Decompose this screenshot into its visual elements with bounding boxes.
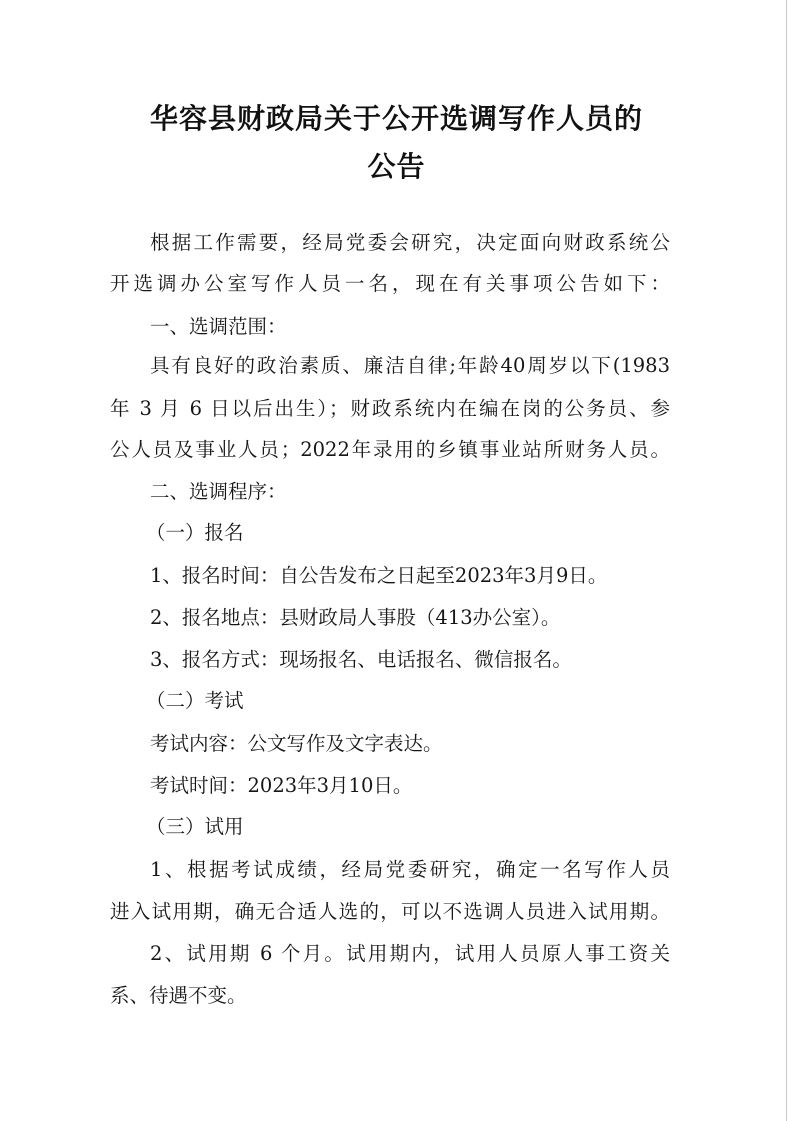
intro-paragraph-line-2: 开选调办公室写作人员一名，现在有关事项公告如下： — [110, 272, 670, 295]
subsection-3-heading: （三）试用 — [146, 815, 244, 838]
subsection-1-heading: （一）报名 — [146, 521, 244, 544]
exam-content: 考试内容：公文写作及文字表达。 — [150, 732, 443, 755]
scope-line-1: 具有良好的政治素质、廉洁自律;年龄40周岁以下(1983 — [150, 354, 670, 377]
trial-item-2-line-2: 系、待遇不变。 — [110, 984, 247, 1007]
trial-item-1-line-1: 1、根据考试成绩，经局党委研究，确定一名写作人员 — [150, 858, 670, 881]
scope-line-3: 公人员及事业人员；2022年录用的乡镇事业站所财务人员。 — [110, 438, 670, 461]
section-1-heading: 一、选调范围： — [150, 315, 287, 338]
exam-time: 考试时间：2023年3月10日。 — [150, 774, 413, 797]
subsection-2-heading: （二）考试 — [146, 689, 244, 712]
signup-time: 1、报名时间：自公告发布之日起至2023年3月9日。 — [150, 564, 608, 587]
section-2-heading: 二、选调程序： — [150, 480, 287, 503]
document-title-line-1: 华容县财政局关于公开选调写作人员的 — [149, 102, 643, 135]
signup-place: 2、报名地点：县财政局人事股（413办公室）。 — [150, 606, 561, 629]
intro-paragraph-line-1: 根据工作需要，经局党委会研究，决定面向财政系统公 — [150, 231, 670, 254]
document-title-line-2: 公告 — [367, 150, 426, 183]
trial-item-2-line-1: 2、试用期 6 个月。试用期内，试用人员原人事工资关 — [150, 942, 670, 965]
trial-item-1-line-2: 进入试用期，确无合适人选的，可以不选调人员进入试用期。 — [110, 900, 670, 923]
signup-method: 3、报名方式：现场报名、电话报名、微信报名。 — [150, 648, 572, 671]
scope-line-2: 年 3 月 6 日以后出生）；财政系统内在编在岗的公务员、参 — [110, 397, 670, 420]
